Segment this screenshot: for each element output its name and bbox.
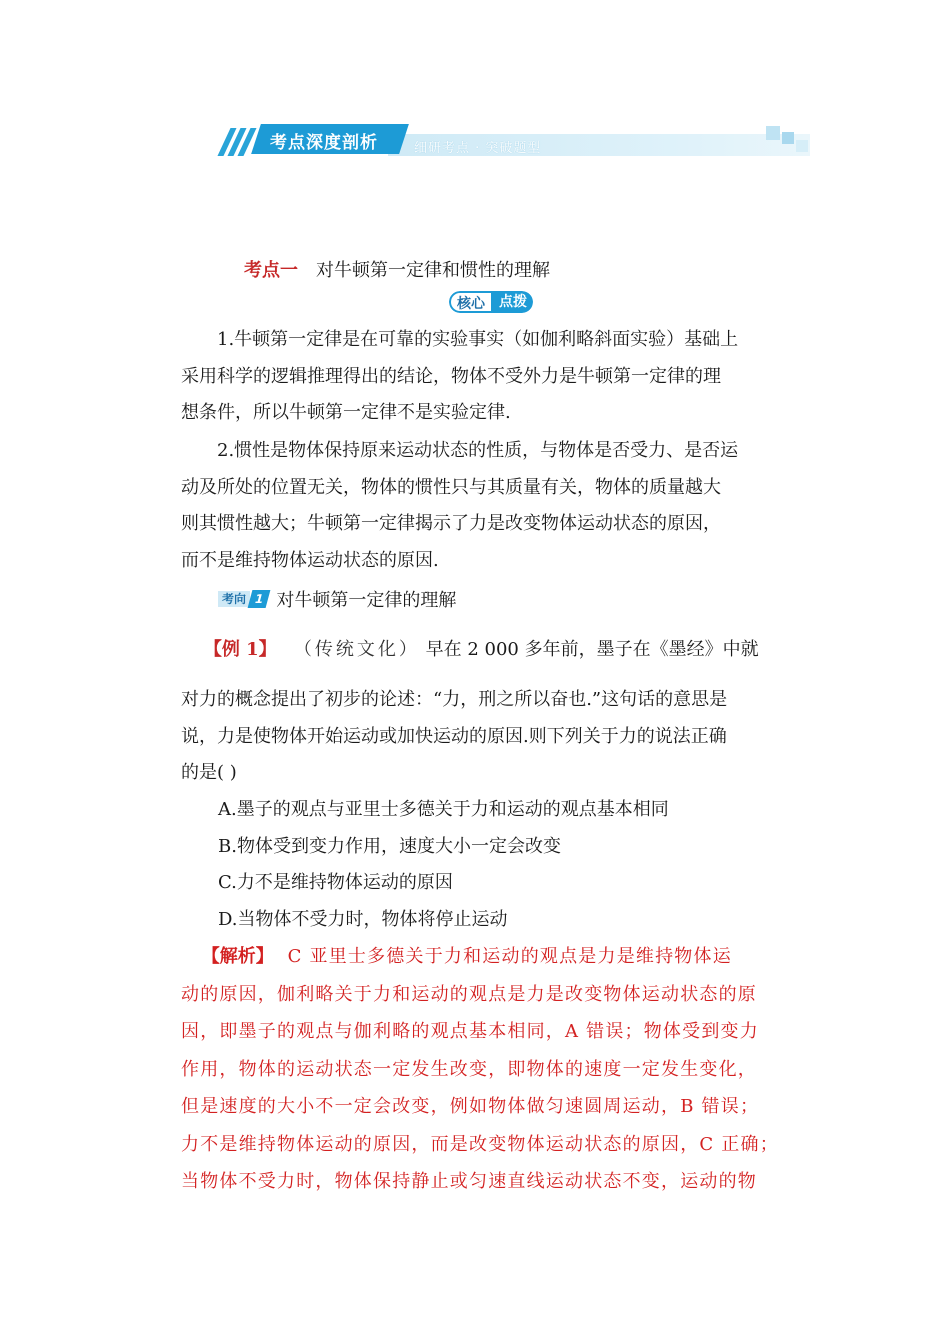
banner-square-decoration [796,140,808,152]
analysis-line: 动的原因，伽利略关于力和运动的观点是力是改变物体运动状态的原 [181,983,757,1005]
option-a: A.墨子的观点与亚里士多德关于力和运动的观点基本相同 [218,799,669,820]
analysis-line: 但是速度的大小不一定会改变，例如物体做匀速圆周运动，B 错误； [181,1096,760,1117]
question-direction-heading [218,586,456,612]
analysis-first-line [181,938,781,976]
option-c: C.力不是维持物体运动的原因 [218,872,453,893]
paragraph-line: 动及所处的位置无关，物体的惯性只与其质量有关，物体的质量越大 [181,476,721,498]
analysis-line: 因，即墨子的观点与伽利略的观点基本相同，A 错误；物体受到变力 [181,1021,759,1042]
paragraph-line: 采用科学的逻辑推理得出的结论，物体不受外力是牛顿第一定律的理 [181,365,721,387]
badge-right: 点拨 [493,291,533,313]
section-banner [218,124,810,158]
example-line: 的是( ) [181,762,237,783]
analysis-line: 当物体不受力时，物体保持静止或匀速直线运动状态不变，运动的物 [181,1171,757,1192]
example-first-line [181,632,773,668]
paragraph-line: 1.牛顿第一定律是在可靠的实验事实（如伽利略斜面实验）基础上 [217,329,739,350]
paragraph-line: 则其惯性越大；牛顿第一定律揭示了力是改变物体运动状态的原因， [181,513,721,534]
option-b: B.物体受到变力作用，速度大小一定会改变 [218,835,561,857]
question-direction-icon-text: 考向 [218,591,250,607]
example-text: 早在 2 000 多年前，墨子在《墨经》中就 [425,639,759,660]
analysis-line: 作用，物体的运动状态一定发生改变，即物体的速度一定发生变化， [181,1058,757,1080]
point-1-paragraph [181,322,773,432]
banner-title: 考点深度剖析 [270,133,378,153]
banner-square-decoration [766,126,780,140]
option-d: D.当物体不受力时，物体将停止运动 [218,908,508,930]
example-line: 对力的概念提出了初步的论述：“力，刑之所以奋也.”这句话的意思是 [181,689,728,710]
analysis-section [181,938,781,1201]
paragraph-line: 而不是维持物体运动状态的原因. [181,549,439,571]
question-direction-icon-number: 1 [248,590,271,608]
core-tip-badge [449,291,533,313]
question-direction-icon [218,589,268,609]
paragraph-line: 2.惯性是物体保持原来运动状态的性质，与物体是否受力、是否运 [217,440,739,461]
answer-options [218,792,669,938]
banner-subtitle: 细研考点 · 突破题型 [414,141,542,156]
badge-left: 核心 [449,291,493,313]
example-line: 说，力是使物体开始运动或加快运动的原因.则下列关于力的说法正确 [181,725,727,747]
topic-label: 考点一 [244,260,298,281]
example-label: 【例 1】 [203,639,277,660]
example-question [181,632,773,792]
point-2-paragraph [181,433,773,579]
analysis-line: 力不是维持物体运动的原因，而是改变物体运动状态的原因，C 正确； [181,1133,779,1155]
analysis-text: C 亚里士多德关于力和运动的观点是力是维持物体运 [287,946,732,967]
banner-square-decoration [782,132,794,144]
topic-heading [244,256,550,282]
paragraph-line: 想条件，所以牛顿第一定律不是实验定律. [181,402,511,423]
topic-title: 对牛顿第一定律和惯性的理解 [316,260,550,281]
question-direction-title: 对牛顿第一定律的理解 [276,590,457,611]
analysis-label: 【解析】 [201,946,274,967]
example-source: （传统文化） [293,639,420,660]
